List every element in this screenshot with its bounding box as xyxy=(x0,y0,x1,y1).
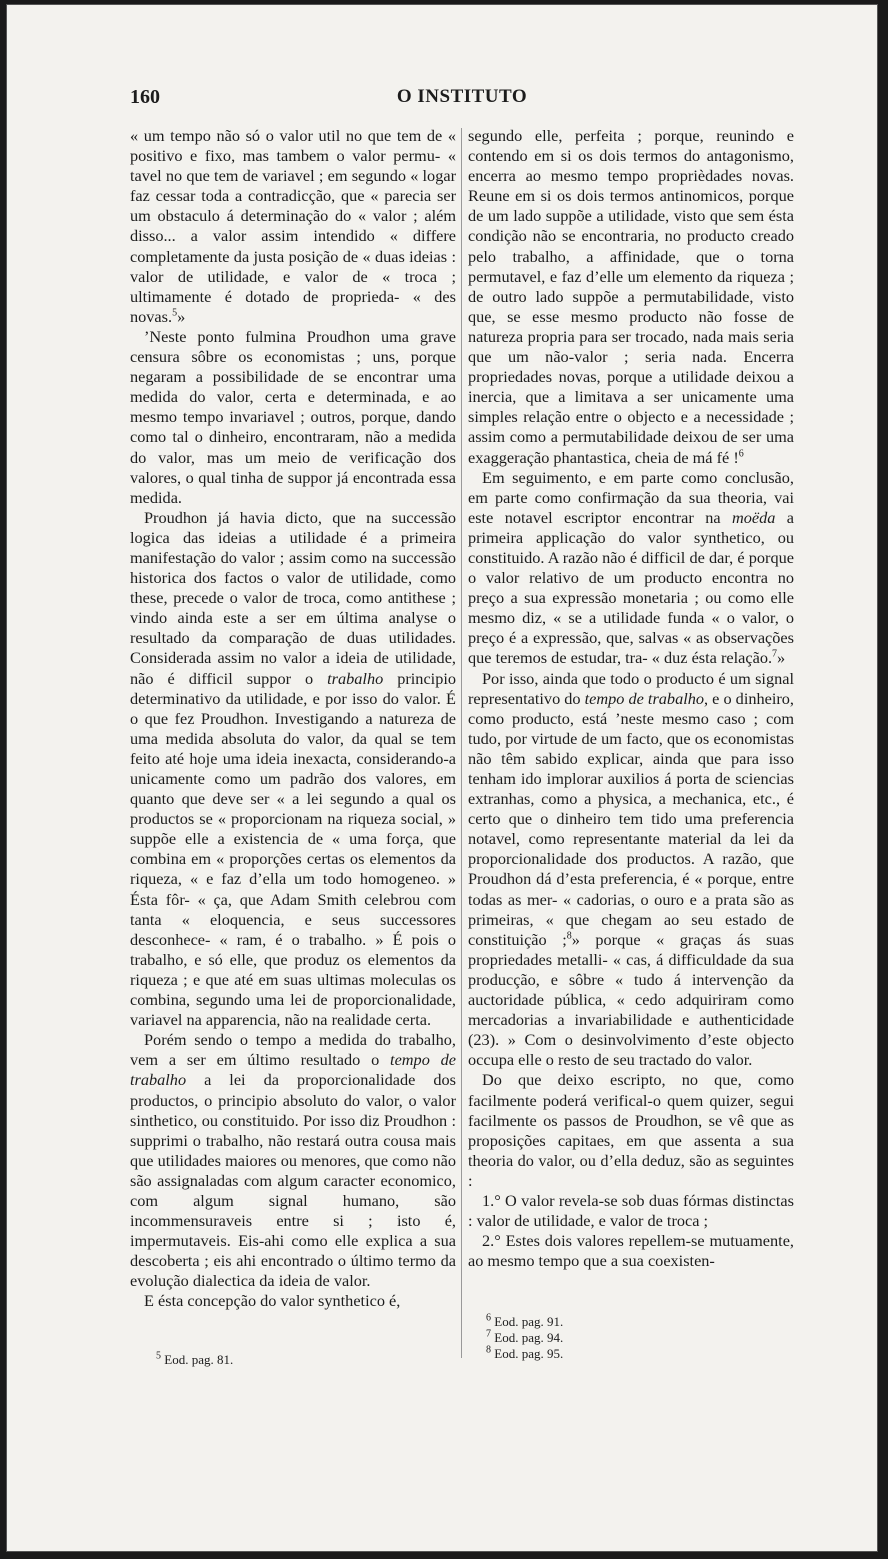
paragraph: Do que deixo escripto, no que, como facilmente poderá verifical-o quem quizer, segui facilmente os passos de Proudhon, se vê que as proposições capitaes, em que assenta a sua theoria do valor, ou d’ella deduz, são as seguintes : xyxy=(468,1070,794,1190)
footnote: $^6$ Eod. pag. 91. xyxy=(486,1312,564,1329)
left-column xyxy=(130,126,456,1312)
document-page xyxy=(6,4,878,1552)
footnote-ref: 6 xyxy=(738,448,744,460)
footnote: $^8$ Eod. pag. 95. xyxy=(486,1344,564,1361)
paragraph: 2.° Estes dois valores repellem-se mutuamente, ao mesmo tempo que a sua coexisten- xyxy=(468,1231,794,1271)
footnote-ref: 5 xyxy=(172,307,178,319)
paragraph: segundo elle, perfeita ; porque, reunindo e contendo em si os dois termos do antagonismo, encerra ao mesmo tempo proprièdades novas. Reune em si os dois termos antinomicos, porque de um lado suppõe a utilidade, visto que sem ésta condição não se encontraria, no producto creado pelo trabalho, a affinidade, que o torna permutavel, e faz d’elle um elemento da riqueza ; de outro lado suppõe a permutabilidade, visto que, se esse mesmo producto não fosse de natureza propria para ser trocado, nada mais seria que um não-valor ; seria nada. Encerra propriedades novas, porque a utilidade deixou a inercia, que a limitava a ser unicamente uma simples relação entre o objecto e a necessidade ; assim como a permutabilidade deixou de ser uma exaggeração phantastica, cheia de má fé !$^6$ xyxy=(468,126,794,467)
paragraph: E ésta concepção do valor synthetico é, xyxy=(144,1291,401,1311)
footnote-ref: 8 xyxy=(566,930,572,942)
paragraph: Proudhon já havia dicto, que na successão logica das ideias a utilidade é a primeira manifestação do valor ; assim como na successão historica dos factos o valor de utilidade, como these, precede o valor de troca, como antithese ; vindo ainda este a ser em última analyse o resultado da comparação de duas utilidades. Considerada assim no valor a ideia de utilidade, não é difficil suppor o trabalho principio determinativo da utilidade, e por isso do valor. É o que fez Proudhon. Investigando a natureza de uma medida absoluta do valor, da qual se tem feito até hoje uma ideia inexacta, considerando-a unicamente como um padrão dos valores, em quanto que deve ser « a lei segundo a qual os productos se « proporcionam na riqueza social, » suppõe elle a existencia de « uma força, que combina em « proporções certas os elementos da riqueza, « e faz d’ella um todo homogeneo. » Ésta fôr- « ça, que Adam Smith celebrou com tanta « eloquencia, e seus successores desconhece- « ram, é o trabalho. » É pois o trabalho, e só elle, que produz os elementos da riqueza ; e que até em suas ultimas moleculas os combina, segundo uma lei de proporcionalidade, variavel na apparencia, não na realidade certa. xyxy=(130,507,456,1030)
footnote-text: Eod. pag. 81. xyxy=(164,1352,234,1367)
paragraph: Por isso, ainda que todo o producto é um signal representativo do tempo de trabalho, e o dinheiro, como producto, está ’neste mesmo caso ; com tudo, por virtude de um facto, que os economistas não têm sabido explicar, ainda que para isso tenham ido implorar auxilios á porta de sciencias extranhas, como a physica, a mechanica, etc., é certo que o dinheiro tem tido uma preferencia notavel, como representante material da lei da proporcionalidade dos productos. A razão, que Proudhon dá d’esta preferencia, é « porque, entre todas as mer- « cadorias, o ouro e a prata são as primeiras, « que chegam ao seu estado de constituição ;$^8$» porque « graças ás suas propriedades metalli- « cas, á difficuldade da sua producção, e sôbre « tudo á intervenção da auctoridade pública, « cedo adquiriram como mercadorias a invariabilidade e authenticidade (23). » Com o desinvolvimento d’este objecto occupa elle o resto de seu tractado do valor. xyxy=(468,668,795,1070)
footnote-ref: 7 xyxy=(772,649,778,661)
footnote-number: 5 xyxy=(156,1350,161,1362)
footnotes-left xyxy=(156,1352,233,1368)
paragraph: Em seguimento, e em parte como conclusão, em parte como confirmação da sua theoria, vai este notavel escriptor encontrar na moëda a primeira applicação do valor synthetico, ou constituido. A razão não é difficil de dar, é porque o valor relativo de um producto encontra no preço a sua expressão monetaria ; ou como elle mesmo diz, « se a utilidade funda « o valor, o preço é a expressão, que, salvas « as observações que teremos de estudar, tra- « duz ésta relação.$^7$» xyxy=(468,467,795,668)
footnote: $^7$ Eod. pag. 94. xyxy=(486,1328,564,1345)
column-divider xyxy=(461,128,462,1358)
footnotes-right xyxy=(486,1314,563,1362)
paragraph: 1.° O valor revela-se sob duas fórmas distinctas : valor de utilidade, e valor de troca ; xyxy=(468,1190,794,1231)
paragraph: Porém sendo o tempo a medida do trabalho, vem a ser em último resultado o tempo de trabalho a lei da proporcionalidade dos productos, o principio absoluto do valor, o valor sinthetico, ou constituido. Por isso diz Proudhon : supprimi o trabalho, não restará outra cousa mais que utilidades maiores ou menores, que como não são assignaladas com algum caracter economico, com algum signal humano, são incommensuraveis entre si ; isto é, impermutaveis. Eis-ahi como elle explica a sua descoberta ; eis ahi encontrado o último termo da evolução dialectica da ideia de valor. xyxy=(130,1030,456,1291)
paragraph: ’Neste ponto fulmina Proudhon uma grave censura sôbre os economistas ; uns, porque negaram a possibilidade de se encontrar uma medida do valor, certa e determinada, e ao mesmo tempo invariavel ; outros, porque, dando como tal o dinheiro, encontraram, não a medida do valor, mas um meio de verificação dos valores, o qual tinha de suppor já encontrada essa medida. xyxy=(130,326,456,507)
running-head: O INSTITUTO xyxy=(396,86,528,107)
right-column xyxy=(468,126,794,1271)
paragraph: « um tempo não só o valor util no que tem de « positivo e fixo, mas tambem o valor permu- « tavel no que tem de variavel ; em segundo « logar faz cessar toda a contradicção, que « parecia ser um obstaculo á determinação do « valor ; além disso... a valor assim intendido « differe completamente da justa posição de « duas ideias : valor de utilidade, e valor de « troca ; ultimamente é dotado de proprieda- « des novas.$^5$» xyxy=(130,126,456,326)
page-number: 160 xyxy=(130,86,160,108)
page-header xyxy=(130,86,794,112)
